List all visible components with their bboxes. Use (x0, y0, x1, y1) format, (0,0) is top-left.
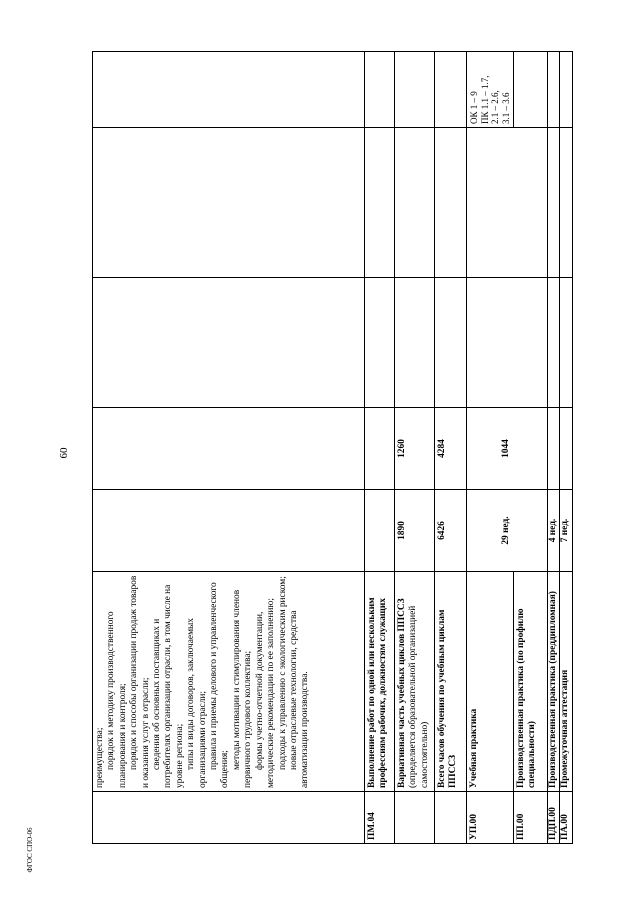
row-discipline (467, 278, 548, 408)
row-code: ПА.00 (560, 792, 572, 844)
knowledge-row (93, 52, 365, 844)
page-number: 60 (58, 447, 70, 459)
row-name: Промежуточная аттестация (560, 572, 572, 792)
knowledge-line: порядок и методику производственного планирования и контроля; (106, 611, 128, 788)
row-discipline (395, 278, 435, 408)
row-max-hours: 4 нед. (548, 490, 560, 572)
row-discipline-2 (548, 128, 560, 278)
knowledge-line: порядок и способы организации продаж товаров и оказания услуг в отрасли; (129, 575, 151, 788)
row-discipline-2 (395, 128, 435, 278)
footer-mark: ФГОС СПО-06 (26, 827, 34, 873)
row-name-note: (определяется образовательной организацией самостоятельно) (408, 605, 430, 788)
knowledge-line: правила и приемы делового и управленческого общения; (209, 582, 231, 788)
row-hours: 4284 (435, 408, 467, 490)
row-competencies (435, 52, 467, 128)
row-competencies (365, 52, 395, 128)
row-code (435, 792, 467, 844)
row-name: Производственная практика (преддипломная) (548, 572, 560, 792)
table-row (467, 52, 514, 844)
row-max-hours: 6426 (435, 490, 467, 572)
row-hours (365, 408, 395, 490)
row-name: Производственная практика (по профилю специальности) (514, 572, 548, 792)
row-competencies (514, 52, 548, 128)
knowledge-line: подходы к управлению с экологическим риском; (277, 576, 288, 770)
knowledge-line: методы мотивации и стимулирования членов первичного трудового коллектива; (231, 589, 254, 788)
competency-line: 3.1 – 3.6 (500, 92, 511, 124)
row-hours: 1044 (467, 408, 548, 490)
row-name: Выполнение работ по одной или нескольким профессиям рабочих, должностям служащих (365, 572, 395, 792)
knowledge-line: сведения об основных поставщиках и потребителях организации отрасли, в том числе на уровне региона; (152, 584, 185, 788)
row-max-hours: 7 нед. (560, 490, 572, 572)
curriculum-table-wrapper (92, 52, 571, 844)
competency-line: ПК 1.1 – 1.7, (479, 75, 490, 124)
row-name: Всего часов обучения по учебным циклам ППССЗ (435, 572, 467, 792)
knowledge-code-cell (93, 792, 365, 844)
table-row (435, 52, 467, 844)
row-discipline-2 (467, 128, 548, 278)
discipline-cell (93, 278, 365, 408)
row-code: ПП.00 (514, 792, 548, 844)
rotated-table-container (92, 52, 571, 844)
row-discipline (548, 278, 560, 408)
row-discipline (435, 278, 467, 408)
table-row (560, 52, 572, 844)
row-competencies (395, 52, 435, 128)
knowledge-line: преимущества; (95, 727, 105, 788)
row-max-hours (365, 490, 395, 572)
table-row (365, 52, 395, 844)
row-name-main: Вариативная часть учебных циклов ППССЗ (397, 598, 407, 788)
row-discipline-2 (560, 128, 572, 278)
row-code: ПМ.04 (365, 792, 395, 844)
row-competencies (548, 52, 560, 128)
row-hours (560, 408, 572, 490)
discipline-cell-2 (93, 128, 365, 278)
row-max-hours: 29 нед. (467, 490, 548, 572)
row-hours (548, 408, 560, 490)
row-competencies (467, 52, 514, 128)
row-code (395, 792, 435, 844)
row-name: Учебная практика (467, 572, 514, 792)
table-row (395, 52, 435, 844)
competency-line: ОК 1 – 9 (469, 91, 479, 124)
knowledge-line: формы учетно-отчетной документации, методические рекомендации по ее заполнению; (254, 597, 277, 788)
row-discipline (560, 278, 572, 408)
max-hours-cell (93, 490, 365, 572)
row-competencies (560, 52, 572, 128)
competencies-cell (93, 52, 365, 128)
table-row (548, 52, 560, 844)
knowledge-list-cell (93, 572, 365, 792)
row-discipline (365, 278, 395, 408)
row-name (395, 572, 435, 792)
row-hours: 1260 (395, 408, 435, 490)
row-code: УП.00 (467, 792, 514, 844)
knowledge-line: типы и виды договоров, заключаемых организациями отрасли; (186, 618, 208, 788)
knowledge-line: новые отраслевые технологии, средства автоматизации производства. (288, 610, 311, 788)
competency-line: 2.1 – 2.6, (490, 90, 500, 124)
curriculum-table (92, 51, 573, 844)
row-discipline-2 (365, 128, 395, 278)
row-code: ПДП.00 (548, 792, 560, 844)
hours-cell (93, 408, 365, 490)
row-max-hours: 1890 (395, 490, 435, 572)
row-discipline-2 (435, 128, 467, 278)
